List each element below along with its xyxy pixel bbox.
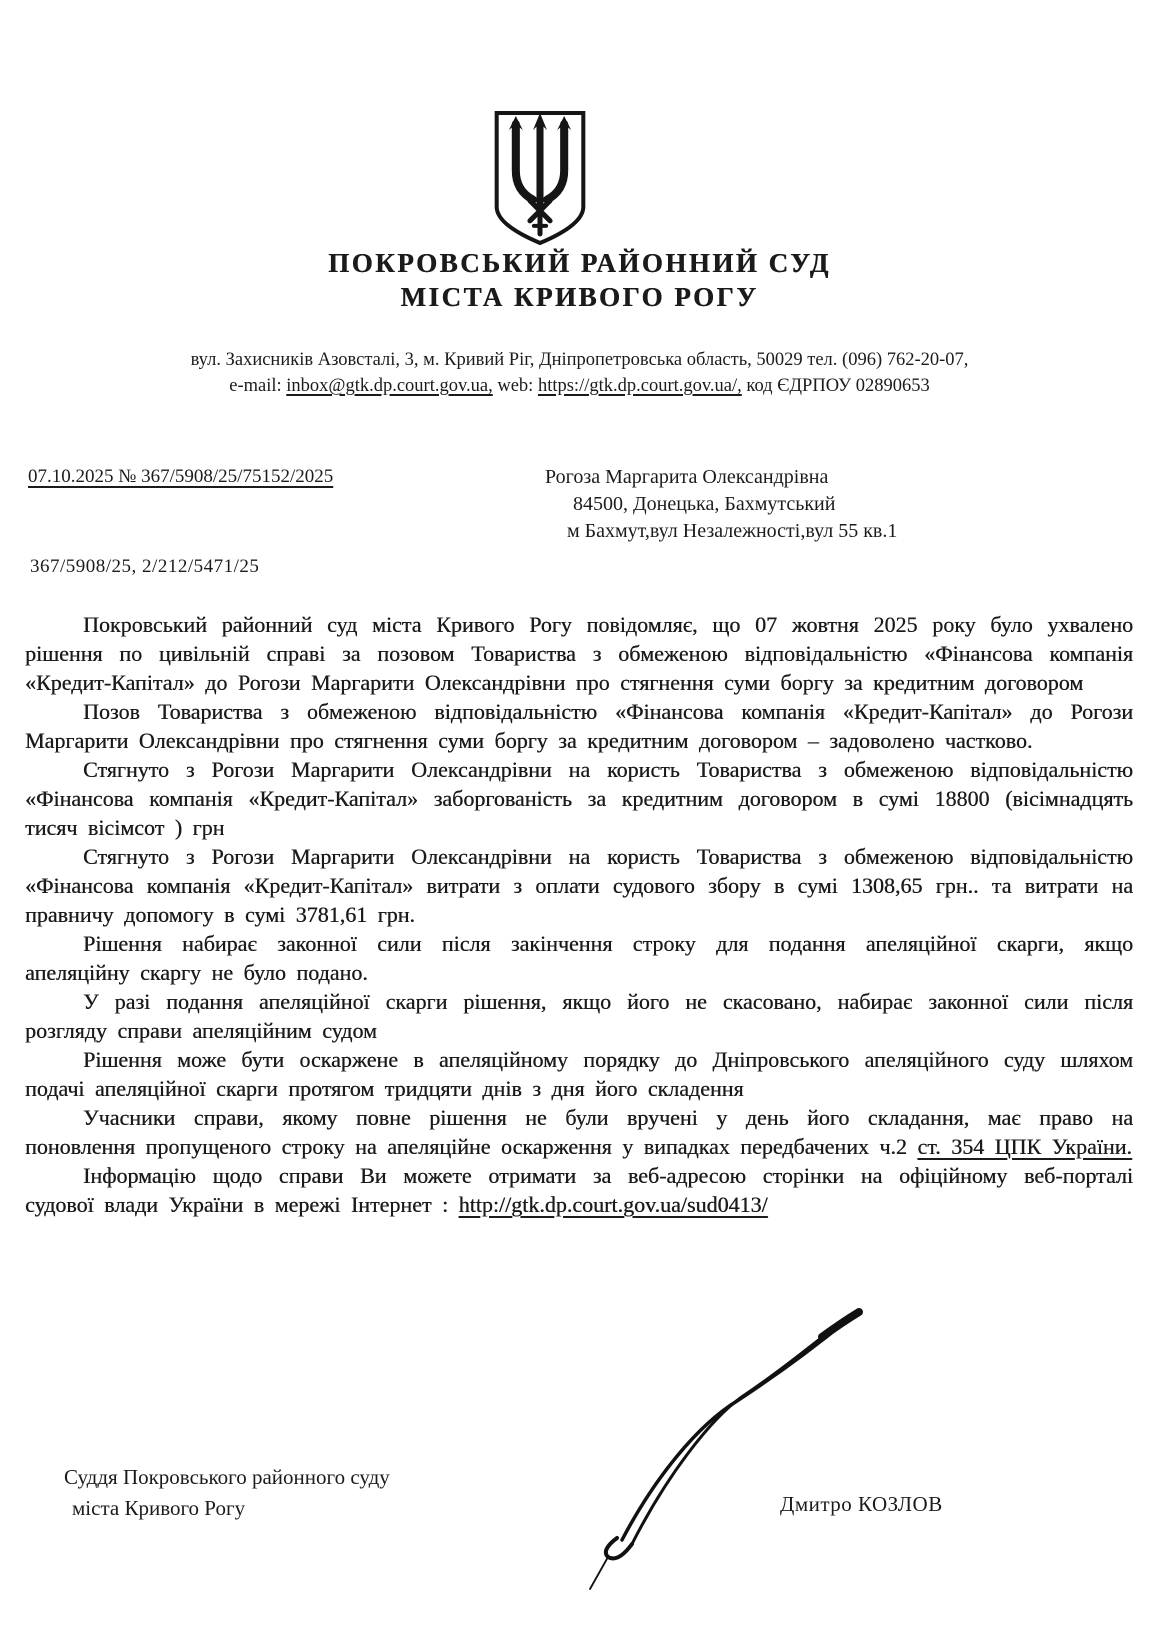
court-contact-line2 [0,373,1159,399]
recipient-name: Рогоза Маргарита Олександрівна [545,466,829,488]
web-link[interactable]: https://gtk.dp.court.gov.ua/, [537,376,742,396]
handwritten-signature [560,1262,890,1612]
body-paragraph [25,929,1133,987]
law-reference-underlined: ст. 354 ЦПК України. [917,1134,1132,1159]
ukraine-trident-emblem-icon [489,110,591,246]
recipient-address: м Бахмут,вул Незалежності,вул 55 кв.1 [567,520,898,542]
body-paragraph [25,987,1133,1045]
body-paragraph [25,1045,1133,1103]
paragraph-text: Рішення може бути оскаржене в апеляційному порядку до Дніпровського апеляційного суду шляхом подачі апеляційної скарги протягом тридцяти днів з дня його складення [25,1047,1133,1101]
judge-title-line2: міста Кривого Рогу [72,1496,246,1520]
court-name-line1: ПОКРОВСЬКИЙ РАЙОННИЙ СУД [328,248,831,278]
letter-body [25,610,1133,1219]
paragraph-text: Позов Товариства з обмеженою відповідальністю «Фінансова компанія «Кредит-Капітал» до Рогози Маргарити Олександрівни про стягнення суми боргу за кредитним договором – задоволено частково. [25,699,1133,753]
body-paragraph [25,697,1133,755]
recipient-block [545,464,897,545]
judge-title-line1: Суддя Покровського районного суду [64,1465,390,1489]
paragraph-text: Рішення набирає законної сили після закінчення строку для подання апеляційної скарги, якщо апеляційну скаргу не було подано. [25,931,1133,985]
paragraph-text: Інформацію щодо справи Ви можете отримати за веб-адресою сторінки на офіційному веб-порталі судової влади України в мережі Інтернет : [25,1163,1133,1217]
email-label: e-mail: [229,376,282,396]
email-link[interactable]: inbox@gtk.dp.court.gov.ua, [286,376,493,396]
recipient-region: 84500, Донецька, Бахмутський [573,493,836,515]
court-portal-link[interactable]: http://gtk.dp.court.gov.ua/sud0413/ [458,1192,768,1217]
outgoing-date-number: 07.10.2025 № 367/5908/25/75152/2025 [28,466,334,487]
paragraph-text: Покровський районний суд міста Кривого Рогу повідомляє, що 07 жовтня 2025 року було ухвалено рішення по цивільній справі за позовом Товариства з обмеженою відповідальністю «Фінансова компанія «Кредит-Капітал» до Рогози Маргарити Олександрівни про стягнення суми боргу за кредитним договором [25,612,1133,695]
judge-title-block [64,1462,390,1524]
court-name [0,246,1159,314]
court-name-line2: МІСТА КРИВОГО РОГУ [400,282,759,312]
judge-name: Дмитро КОЗЛОВ [780,1492,943,1516]
web-label: web: [497,376,534,396]
court-address-line: вул. Захисників Азовсталі, 3, м. Кривий Ріг, Дніпропетровська область, 50029 тел. (096) 762-20-07, [190,350,969,370]
paragraph-text: У разі подання апеляційної скарги рішення, якщо його не скасовано, набирає законної сили після розгляду справи апеляційним судом [25,989,1133,1043]
body-paragraph [25,1161,1133,1219]
paragraph-text: Стягнуто з Рогози Маргарити Олександрівни на користь Товариства з обмеженою відповідальністю «Фінансова компанія «Кредит-Капітал» заборгованість за кредитним договором в сумі 18800 (вісімнадцять тисяч вісімсот ) грн [25,757,1133,840]
edrpou-code: код ЄДРПОУ 02890653 [746,376,930,396]
body-paragraph [25,842,1133,929]
body-paragraph [25,610,1133,697]
body-paragraph [25,755,1133,842]
paragraph-text: Стягнуто з Рогози Маргарити Олександрівни на користь Товариства з обмеженою відповідальністю «Фінансова компанія «Кредит-Капітал» витрати з оплати судового збору в сумі 1308,65 грн.. та витрати на правничу допомогу в сумі 3781,61 грн. [25,844,1133,927]
paragraph-text: Учасники справи, якому повне рішення не були вручені у день його складання, має право на поновлення пропущеного строку на апеляційне оскарження у випадках передбачених ч.2 [25,1105,1133,1159]
body-paragraph [25,1103,1133,1161]
case-numbers: 367/5908/25, 2/212/5471/25 [30,556,260,577]
court-contact-block [0,347,1159,399]
